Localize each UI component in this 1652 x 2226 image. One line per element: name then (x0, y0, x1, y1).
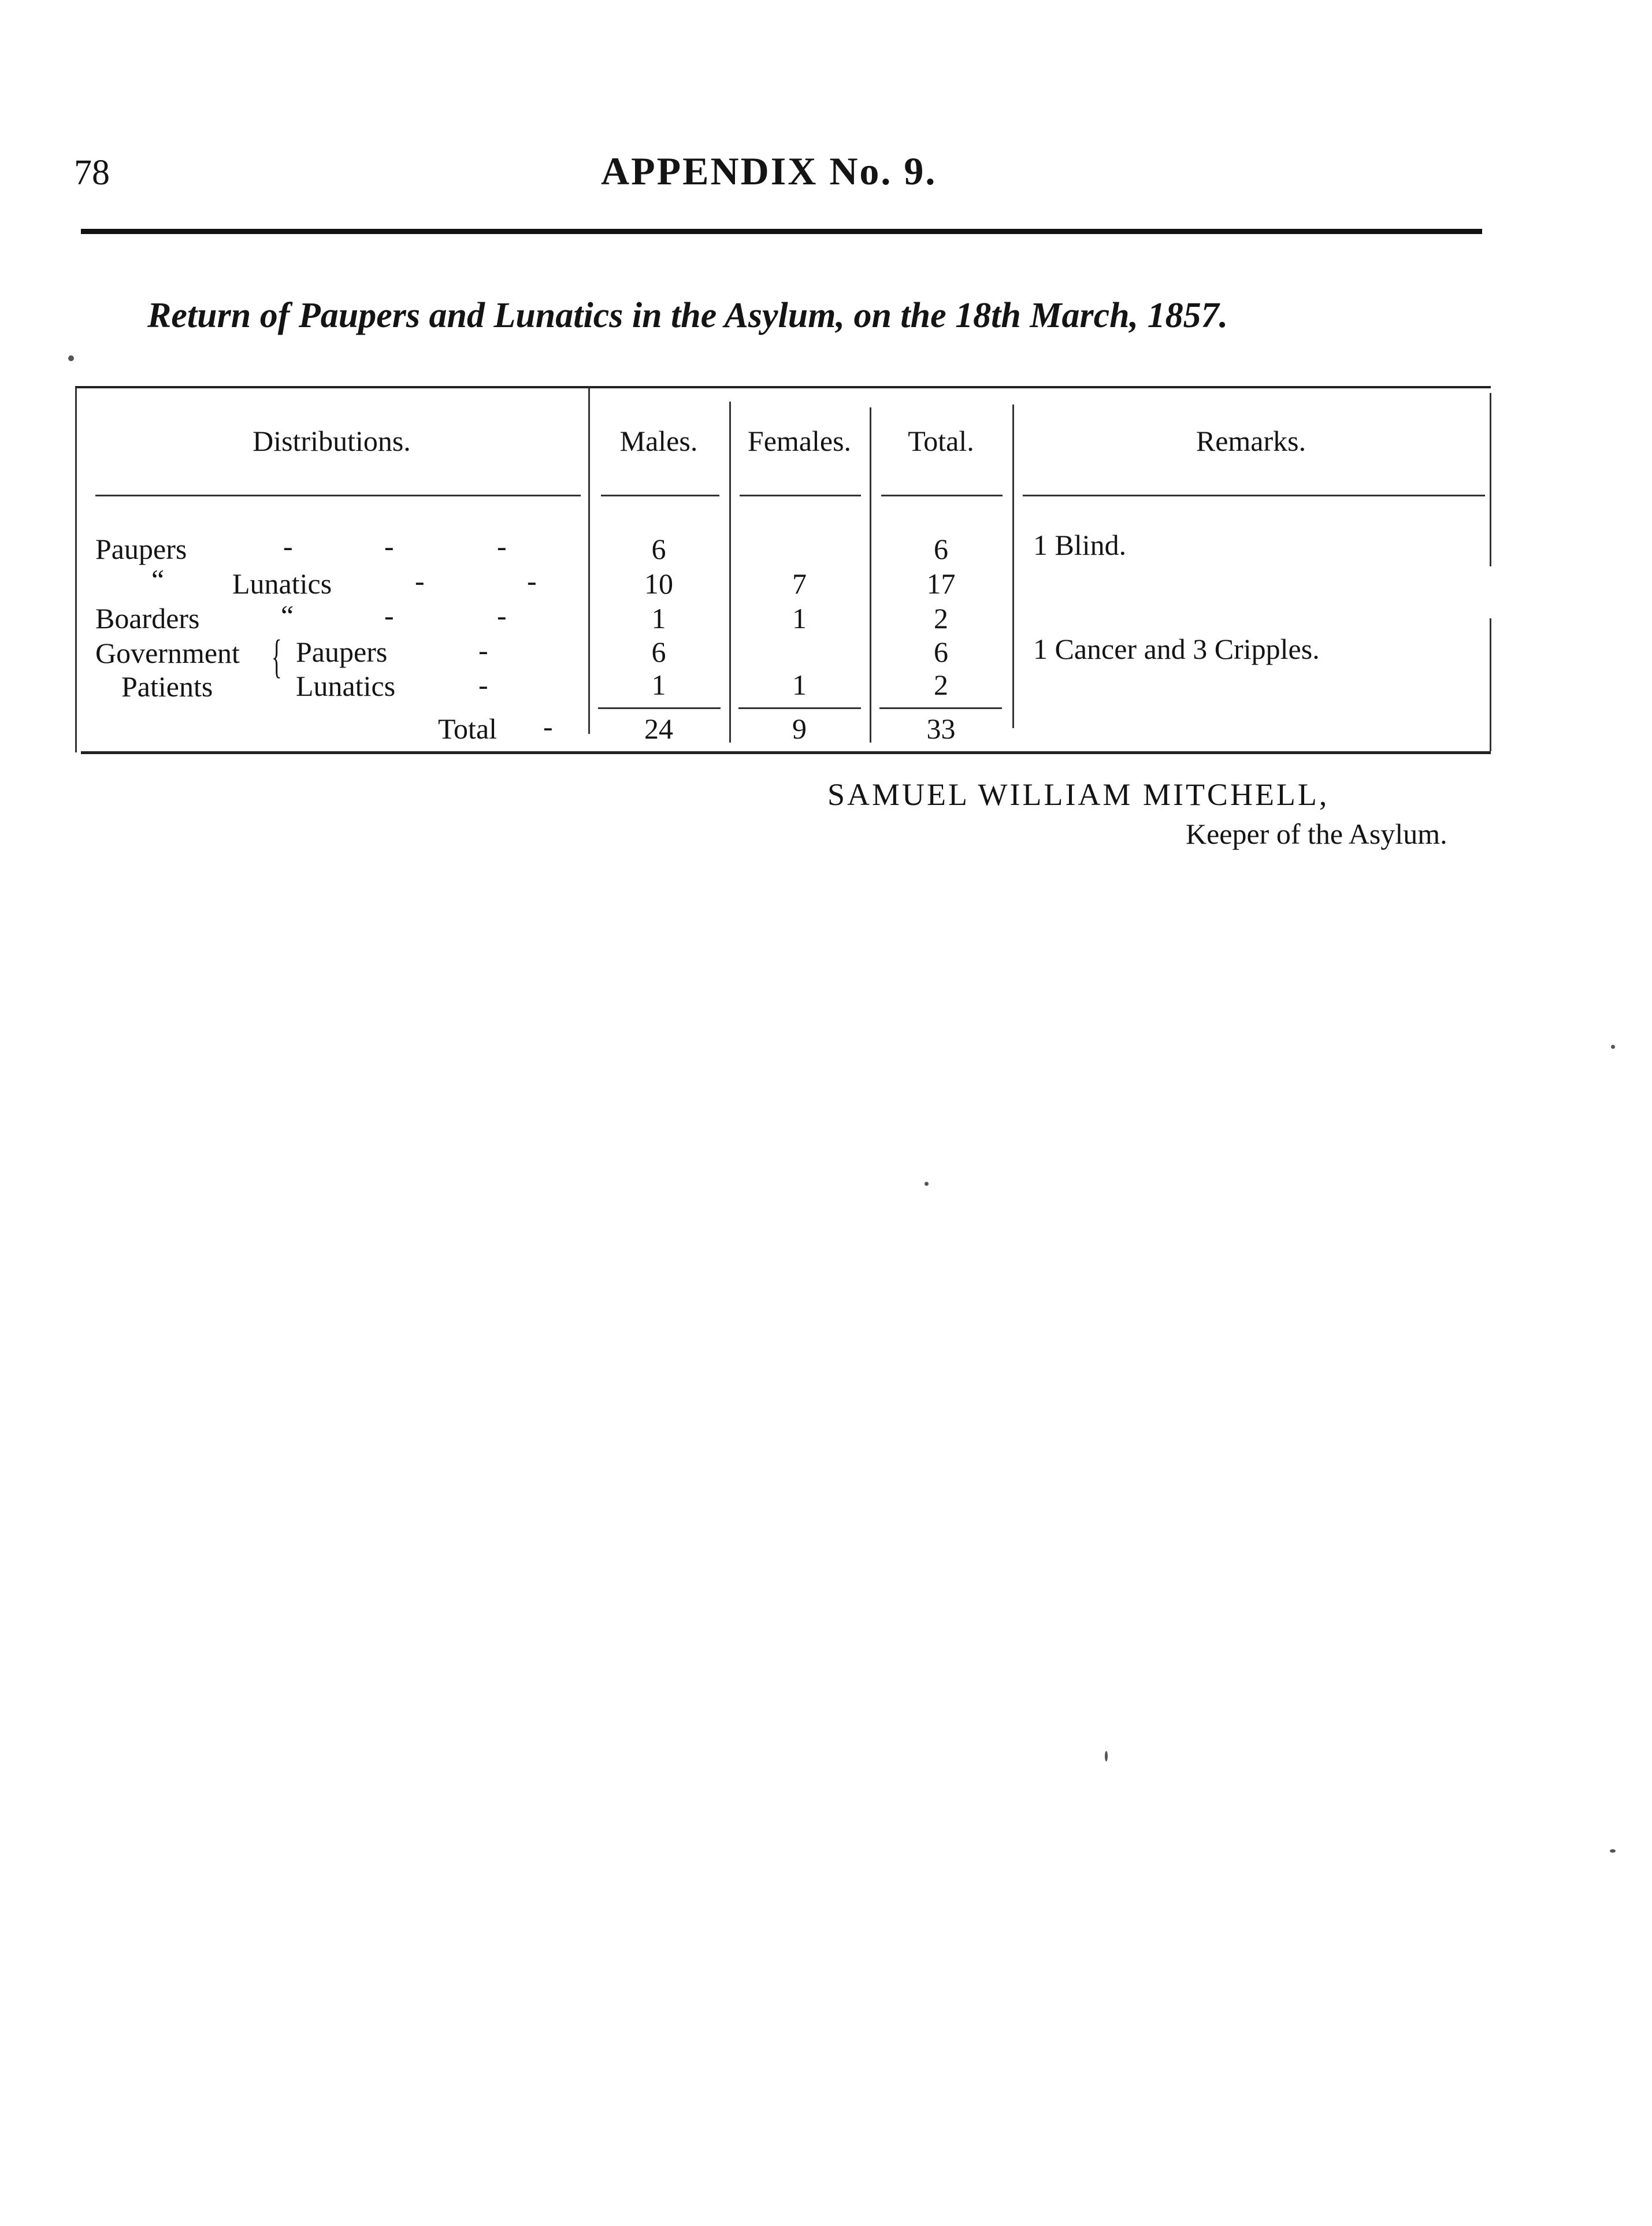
sum-rule-total (879, 707, 1002, 709)
ditto-mark: “ (281, 599, 294, 632)
header-underline-males (601, 495, 719, 496)
leader-dash: - (527, 565, 537, 597)
row-label-boarders: Boarders (95, 602, 200, 635)
column-header-total: Total. (908, 425, 974, 457)
leader-dash: - (415, 565, 425, 597)
running-title: APPENDIX No. 9. (601, 149, 937, 193)
row-group-patients: Patients (121, 670, 213, 703)
row-label-paupers: Paupers (95, 533, 187, 565)
cell-total: 6 (934, 636, 948, 668)
row-label-lunatics: Lunatics (232, 567, 332, 600)
leader-dash: - (478, 669, 488, 701)
table-right-border (1490, 393, 1491, 566)
signatory-name: SAMUEL WILLIAM MITCHELL, (827, 777, 1330, 812)
page-number: 78 (74, 153, 110, 192)
column-header-remarks: Remarks. (1196, 425, 1306, 457)
leader-dash: - (497, 599, 507, 632)
ditto-mark: “ (151, 563, 165, 596)
row-group-government: Government (95, 637, 240, 669)
column-header-females: Females. (747, 425, 852, 457)
total-label: Total (438, 713, 498, 745)
leader-dash: - (384, 530, 394, 562)
column-header-distributions: Distributions. (253, 425, 411, 457)
total-total: 33 (926, 713, 956, 745)
leader-dash: - (543, 710, 553, 743)
row-label-gov-lunatics: Lunatics (296, 670, 396, 702)
header-underline-total (881, 495, 1003, 496)
column-header-males: Males. (619, 425, 698, 457)
scan-speck (1105, 1751, 1108, 1761)
cell-females: 1 (792, 602, 807, 635)
total-females: 9 (792, 713, 807, 745)
brace-icon: { (272, 630, 282, 682)
table-bottom-rule (81, 751, 1491, 754)
cell-total: 2 (934, 602, 948, 635)
total-males: 24 (644, 713, 673, 745)
header-underline-females (740, 495, 861, 496)
header-underline-remarks (1023, 495, 1485, 496)
sum-rule-males (598, 707, 721, 709)
table-right-border-lower (1490, 618, 1491, 751)
header-rule (81, 229, 1482, 234)
cell-males: 1 (651, 602, 666, 635)
signatory-role: Keeper of the Asylum. (1186, 818, 1447, 850)
cell-total: 2 (934, 669, 948, 701)
row-label-gov-paupers: Paupers (296, 636, 388, 668)
cell-remark: 1 Cancer and 3 Cripples. (1033, 633, 1320, 665)
document-title: Return of Paupers and Lunatics in the Asylum, on the 18th March, 1857. (147, 296, 1228, 335)
scan-speck (68, 355, 74, 361)
cell-males: 1 (651, 669, 666, 701)
leader-dash: - (384, 599, 394, 632)
cell-females: 1 (792, 669, 807, 701)
cell-remark: 1 Blind. (1033, 529, 1127, 561)
scan-speck (1610, 1849, 1616, 1853)
leader-dash: - (478, 634, 488, 666)
cell-total: 6 (934, 533, 948, 565)
cell-males: 6 (651, 533, 666, 565)
leader-dash: - (283, 530, 293, 562)
header-underline-distributions (95, 495, 581, 496)
cell-females: 7 (792, 567, 807, 600)
scan-speck (925, 1182, 929, 1186)
cell-males: 10 (644, 567, 673, 600)
table-top-rule (75, 386, 1491, 388)
cell-males: 6 (651, 636, 666, 668)
sum-rule-females (738, 707, 861, 709)
cell-total: 17 (926, 567, 956, 600)
scan-speck (1611, 1045, 1615, 1049)
leader-dash: - (497, 530, 507, 562)
